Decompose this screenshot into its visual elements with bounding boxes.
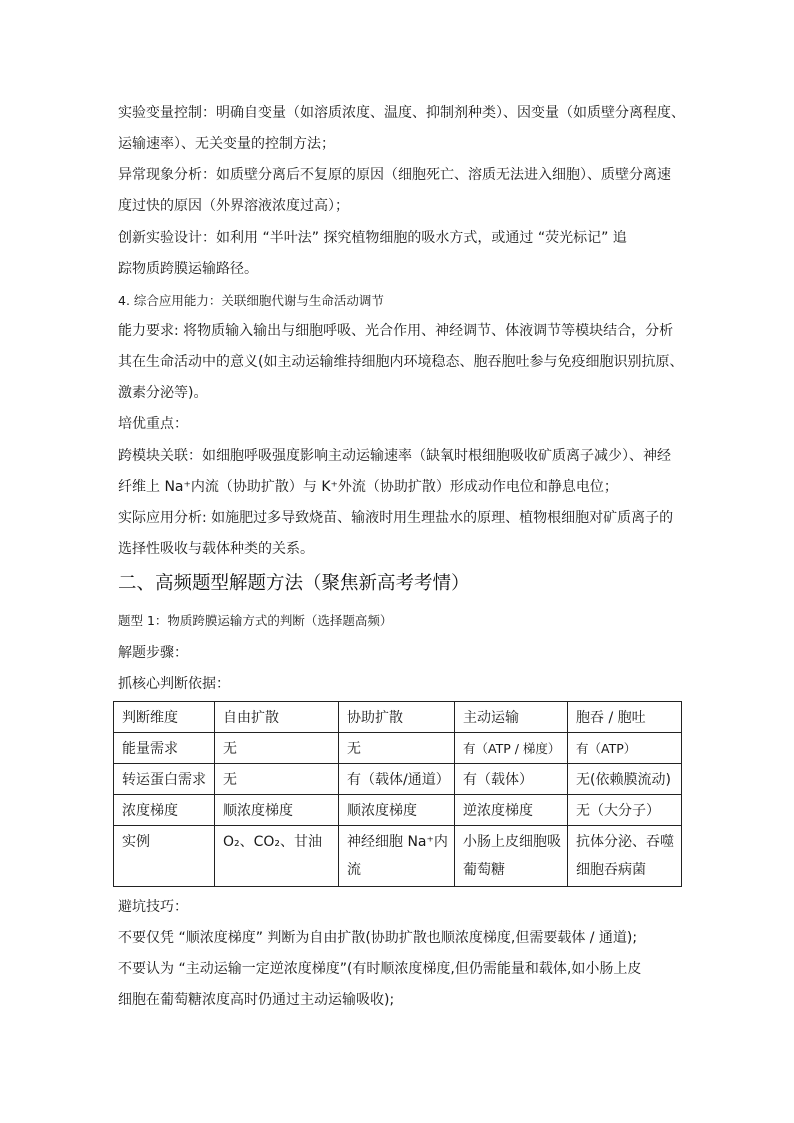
table-cell: 神经细胞 Na⁺内流 (339, 826, 455, 887)
table-cell: 转运蛋白需求 (114, 764, 215, 795)
transport-comparison-table (113, 701, 682, 887)
table-header-cell: 判断维度 (114, 702, 215, 733)
table-cell: 顺浓度梯度 (339, 795, 455, 826)
tip-line: 不要仅凭 “顺浓度梯度” 判断为自由扩散(协助扩散也顺浓度梯度,但需要载体 / 通道); (118, 930, 638, 946)
text-line: 纤维上 Na⁺内流（协助扩散）与 K⁺外流（协助扩散）形成动作电位和静息电位； (118, 479, 618, 495)
table-cell: 有（ATP / 梯度） (455, 733, 568, 764)
table-cell: 有（ATP） (568, 733, 682, 764)
core-basis-label: 抓核心判断依据： (118, 676, 230, 692)
text-line: 激素分泌等)。 (118, 385, 208, 401)
text-line: 运输速率）、无关变量的控制方法； (118, 136, 335, 152)
table-header-cell: 自由扩散 (215, 702, 339, 733)
text-line: 培优重点： (118, 416, 188, 432)
table-cell: 顺浓度梯度 (215, 795, 339, 826)
table-cell: O₂、CO₂、甘油 (215, 826, 339, 887)
table-cell: 能量需求 (114, 733, 215, 764)
table-cell: 抗体分泌、吞噬细胞吞病菌 (568, 826, 682, 887)
text-line: 踪物质跨膜运输路径。 (118, 261, 258, 277)
text-line: 能力要求: 将物质输入输出与细胞呼吸、光合作用、神经调节、体液调节等模块结合，分析 (118, 323, 674, 339)
tip-line: 不要认为 “主动运输一定逆浓度梯度”(有时顺浓度梯度,但仍需能量和载体,如小肠上皮 (118, 961, 642, 977)
table-row (114, 795, 682, 826)
table-row (114, 733, 682, 764)
table-cell: 逆浓度梯度 (455, 795, 568, 826)
table-header-row (114, 702, 682, 733)
table-header-cell: 胞吞 / 胞吐 (568, 702, 682, 733)
table-cell: 无（大分子） (568, 795, 682, 826)
text-line: 其在生命活动中的意义(如主动运输维持细胞内环境稳态、胞吞胞吐参与免疫细胞识别抗原、 (118, 354, 684, 370)
table-cell: 有（载体/通道） (339, 764, 455, 795)
table-cell: 无(依赖膜流动) (568, 764, 682, 795)
text-line: 跨模块关联：如细胞呼吸强度影响主动运输速率（缺氧时根细胞吸收矿质离子减少）、神经 (118, 448, 671, 464)
table-cell: 小肠上皮细胞吸葡萄糖 (455, 826, 568, 887)
table-header-cell: 主动运输 (455, 702, 568, 733)
text-line: 实际应用分析: 如施肥过多导致烧苗、输液时用生理盐水的原理、植物根细胞对矿质离子的 (118, 510, 674, 526)
table-cell: 无 (215, 733, 339, 764)
tip-line: 细胞在葡萄糖浓度高时仍通过主动运输吸收); (118, 992, 395, 1008)
table-cell: 有（载体） (455, 764, 568, 795)
text-line: 度过快的原因（外界溶液浓度过高）； (118, 198, 349, 214)
table-row (114, 764, 682, 795)
text-line: 创新实验设计：如利用 “半叶法” 探究植物细胞的吸水方式，或通过 “荧光标记” 追 (118, 230, 627, 246)
table-cell: 浓度梯度 (114, 795, 215, 826)
text-line: 异常现象分析：如质壁分离后不复原的原因（细胞死亡、溶质无法进入细胞）、质壁分离速 (118, 167, 671, 183)
table-header-cell: 协助扩散 (339, 702, 455, 733)
steps-label: 解题步骤： (118, 645, 188, 661)
tips-label: 避坑技巧： (118, 899, 188, 915)
text-line: 实验变量控制：明确自变量（如溶质浓度、温度、抑制剂种类）、因变量（如质壁分离程度、 (118, 105, 685, 121)
table-cell: 无 (339, 733, 455, 764)
table-cell: 实例 (114, 826, 215, 887)
section-heading: 二、高频题型解题方法（聚焦新高考考情） (118, 573, 470, 594)
text-line: 选择性吸收与载体种类的关系。 (118, 541, 314, 557)
table-cell: 无 (215, 764, 339, 795)
subsection-title: 4. 综合应用能力：关联细胞代谢与生命活动调节 (118, 293, 384, 308)
question-type-title: 题型 1：物质跨膜运输方式的判断（选择题高频） (118, 613, 393, 628)
table-row (114, 826, 682, 887)
